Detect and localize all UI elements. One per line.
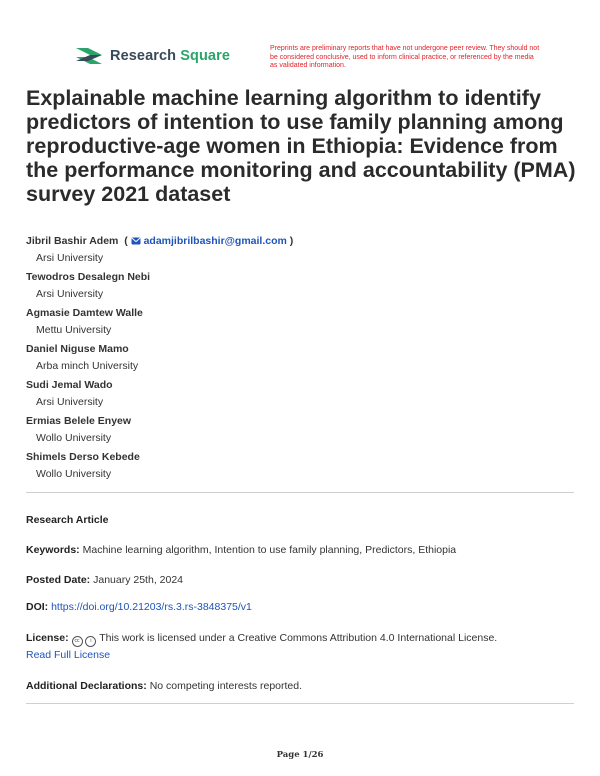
divider [26,703,574,704]
logo-word-research: Research [110,48,177,64]
keywords-value: Machine learning algorithm, Intention to use family planning, Predictors, Ethiopia [82,544,457,556]
author-name: Agmasie Damtew Walle [26,307,143,319]
divider [26,492,574,493]
creative-commons-icon: cc [72,636,83,647]
author-name: Ermias Belele Enyew [26,415,132,427]
envelope-icon [131,237,141,245]
author-entry [26,269,566,304]
author-affiliation: Arsi University [36,288,104,300]
research-square-logo[interactable] [74,44,230,68]
license-text: This work is licensed under a Creative Commons Attribution 4.0 International License. [99,632,498,644]
posted-date-label: Posted Date: [26,574,91,586]
paper-title: Explainable machine learning algorithm to identify predictors of intention to use family planning among reproductive-age women in Ethiopia: Evidence from the performance monitoring and accountability (PMA) survey 2021 dataset [26,86,576,206]
author-affiliation: Arsi University [36,252,104,264]
declarations-value: No competing interests reported. [149,680,303,692]
posted-date-value: January 25th, 2024 [93,574,184,586]
declarations-label: Additional Declarations: [26,680,147,692]
author-list [26,233,566,485]
author-entry [26,413,566,448]
author-entry [26,341,566,376]
read-full-license-link[interactable]: Read Full License [26,649,111,661]
author-name: Shimels Derso Kebede [26,451,140,463]
article-type: Research Article [26,514,109,526]
author-affiliation: Wollo University [36,468,112,480]
license [26,630,574,663]
author-affiliation: Arba minch University [36,360,139,372]
doi-link[interactable]: https://doi.org/10.21203/rs.3.rs-3848375/v1 [51,601,252,613]
author-affiliation: Wollo University [36,432,112,444]
author-name: Sudi Jemal Wado [26,379,113,391]
author-entry [26,449,566,484]
author-name: Tewodros Desalegn Nebi [26,271,151,283]
author-entry [26,305,566,340]
doi [26,599,574,615]
logo-text [110,48,230,64]
author-entry [26,377,566,412]
preprint-disclaimer: Preprints are preliminary reports that have not undergone peer review. They should not be considered conclusive, used to inform clinical practice, or referenced by the media as validated information. [270,45,540,69]
keywords [26,542,574,558]
attribution-icon: i [85,636,96,647]
author-email-link[interactable] [131,235,287,247]
author-name: Jibril Bashir Adem [26,235,119,247]
page-number: Page 1/26 [276,750,324,760]
additional-declarations [26,678,574,694]
author-affiliation: Mettu University [36,324,112,336]
author-affiliation: Arsi University [36,396,104,408]
author-entry: Jibril Bashir Adem ( adamjibrilbashir@gmail.com ) Arsi University [26,233,566,268]
keywords-label: Keywords: [26,544,80,556]
posted-date [26,572,574,588]
research-square-logo-icon [74,44,104,68]
author-name: Daniel Niguse Mamo [26,343,129,355]
license-label: License: [26,632,69,644]
author-email: adamjibrilbashir@gmail.com [143,235,287,247]
doi-label: DOI: [26,601,49,613]
logo-word-square: Square [180,48,230,64]
